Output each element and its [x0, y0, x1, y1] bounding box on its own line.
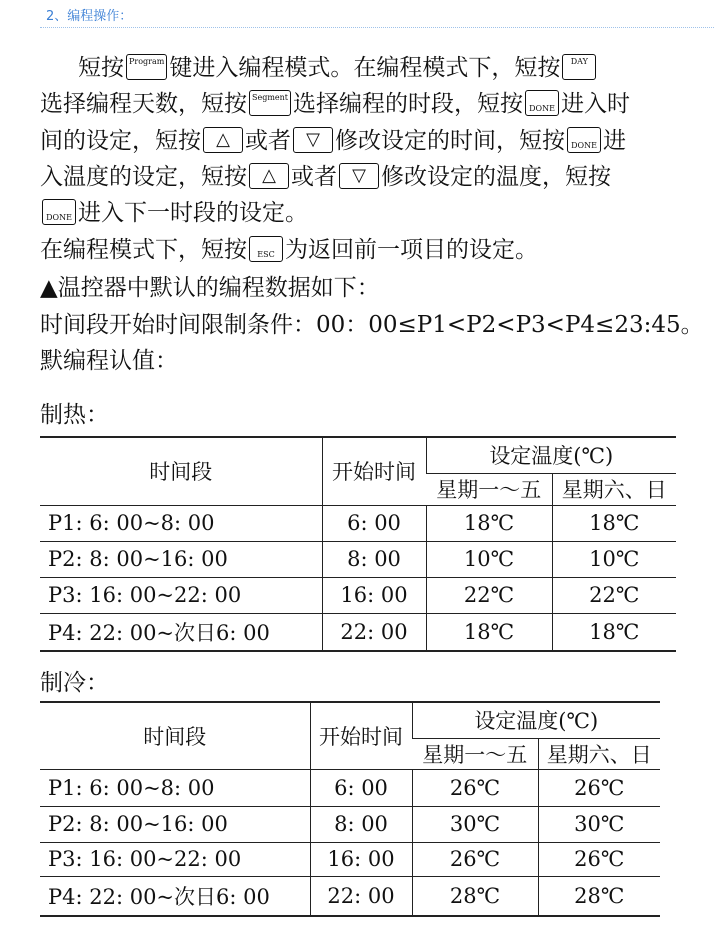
- paragraph-line-5: [40, 198, 308, 228]
- text-in-program-mode: 在编程模式下，短按: [40, 237, 247, 263]
- text-select-days: 选择编程天数，短按: [40, 91, 247, 117]
- paragraph-line-3: [40, 126, 626, 156]
- header-period: 时间段: [40, 702, 310, 769]
- paragraph-line-4: [40, 162, 611, 192]
- weekend-temp-cell: 30℃: [538, 806, 660, 842]
- period-cell: P4: 22: 00~次日6: 00: [40, 613, 322, 651]
- start-cell: 8: 00: [322, 541, 426, 577]
- done-key-icon: DONE: [42, 199, 76, 225]
- weekend-temp-cell: 18℃: [552, 613, 676, 651]
- text-select-period: 选择编程的时段，短按: [293, 91, 524, 117]
- table-header-row: [40, 437, 676, 473]
- start-cell: 22: 00: [322, 613, 426, 651]
- weekday-temp-cell: 22℃: [426, 577, 552, 613]
- text-return-previous: 为返回前一项目的设定。: [285, 237, 538, 263]
- start-cell: 22: 00: [310, 876, 412, 916]
- table-row: [40, 806, 660, 842]
- text-next-period: 进入下一时段的设定。: [78, 200, 308, 226]
- header-weekday: 星期一～五: [426, 473, 552, 505]
- title-divider: [40, 27, 714, 28]
- text-time-setting: 间的设定，短按: [40, 128, 201, 154]
- up-key-icon: △: [203, 127, 243, 153]
- weekday-temp-cell: 28℃: [412, 876, 538, 916]
- text-enter-program-mode: 键进入编程模式。在编程模式下，短按: [169, 55, 561, 81]
- default-values-label: 默编程认值：: [40, 348, 178, 374]
- header-weekend: 星期六、日: [538, 738, 660, 769]
- start-cell: 6: 00: [310, 769, 412, 806]
- weekday-temp-cell: 26℃: [412, 769, 538, 806]
- table-row: [40, 842, 660, 876]
- start-cell: 16: 00: [310, 842, 412, 876]
- done-key-icon: DONE: [525, 90, 559, 116]
- table-row: [40, 505, 676, 541]
- header-start-time: 开始时间: [322, 437, 426, 505]
- up-key-icon: △: [249, 163, 289, 189]
- period-cell: P1: 6: 00~8: 00: [40, 769, 310, 806]
- header-set-temp: 设定温度(℃): [426, 437, 676, 473]
- header-weekday: 星期一～五: [412, 738, 538, 769]
- header-period: 时间段: [40, 437, 322, 505]
- segment-key-icon: Segment: [249, 90, 291, 116]
- day-key-icon: DAY: [562, 54, 596, 80]
- down-key-icon: ▽: [293, 127, 333, 153]
- weekday-temp-cell: 18℃: [426, 505, 552, 541]
- cooling-title: 制冷：: [40, 670, 109, 696]
- default-data-heading: ▲温控器中默认的编程数据如下：: [40, 275, 380, 301]
- text-modify-time: 修改设定的时间，短按: [335, 128, 565, 154]
- text-or: 或者: [291, 164, 337, 190]
- table-row: [40, 577, 676, 613]
- start-cell: 8: 00: [310, 806, 412, 842]
- weekday-temp-cell: 18℃: [426, 613, 552, 651]
- period-cell: P3: 16: 00~22: 00: [40, 577, 322, 613]
- text-or: 或者: [245, 128, 291, 154]
- heating-title: 制热：: [40, 402, 109, 428]
- header-set-temp: 设定温度(℃): [412, 702, 660, 738]
- weekday-temp-cell: 10℃: [426, 541, 552, 577]
- start-cell: 16: 00: [322, 577, 426, 613]
- text-enter: 进: [603, 128, 626, 154]
- paragraph-line-6: [40, 235, 538, 265]
- table-row: [40, 541, 676, 577]
- cooling-table: [40, 701, 660, 917]
- paragraph-line-2: [40, 89, 630, 119]
- down-key-icon: ▽: [339, 163, 379, 189]
- period-cell: P2: 8: 00~16: 00: [40, 806, 310, 842]
- table-header-row: [40, 702, 660, 738]
- header-start-time: 开始时间: [310, 702, 412, 769]
- text-enter-time: 进入时: [561, 91, 631, 117]
- time-constraint-text: 时间段开始时间限制条件：00：00≤P1<P2<P3<P4≤23:45。: [40, 312, 704, 338]
- weekend-temp-cell: 26℃: [538, 842, 660, 876]
- period-cell: P4: 22: 00~次日6: 00: [40, 876, 310, 916]
- start-cell: 6: 00: [322, 505, 426, 541]
- header-weekend: 星期六、日: [552, 473, 676, 505]
- text-short-press: 短按: [78, 55, 124, 81]
- weekday-temp-cell: 30℃: [412, 806, 538, 842]
- weekend-temp-cell: 18℃: [552, 505, 676, 541]
- heating-table: [40, 436, 676, 652]
- done-key-icon: DONE: [567, 127, 601, 153]
- weekend-temp-cell: 22℃: [552, 577, 676, 613]
- table-row: [40, 876, 660, 916]
- section-title: 2、编程操作：: [46, 9, 133, 24]
- text-temp-setting: 入温度的设定，短按: [40, 164, 247, 190]
- weekend-temp-cell: 28℃: [538, 876, 660, 916]
- period-cell: P1: 6: 00~8: 00: [40, 505, 322, 541]
- text-modify-temp: 修改设定的温度，短按: [381, 164, 611, 190]
- paragraph-line-1: [78, 53, 598, 83]
- weekend-temp-cell: 26℃: [538, 769, 660, 806]
- esc-key-icon: ESC: [249, 236, 283, 262]
- period-cell: P3: 16: 00~22: 00: [40, 842, 310, 876]
- weekday-temp-cell: 26℃: [412, 842, 538, 876]
- table-row: [40, 613, 676, 651]
- weekend-temp-cell: 10℃: [552, 541, 676, 577]
- program-key-icon: Program: [126, 54, 167, 80]
- period-cell: P2: 8: 00~16: 00: [40, 541, 322, 577]
- table-row: [40, 769, 660, 806]
